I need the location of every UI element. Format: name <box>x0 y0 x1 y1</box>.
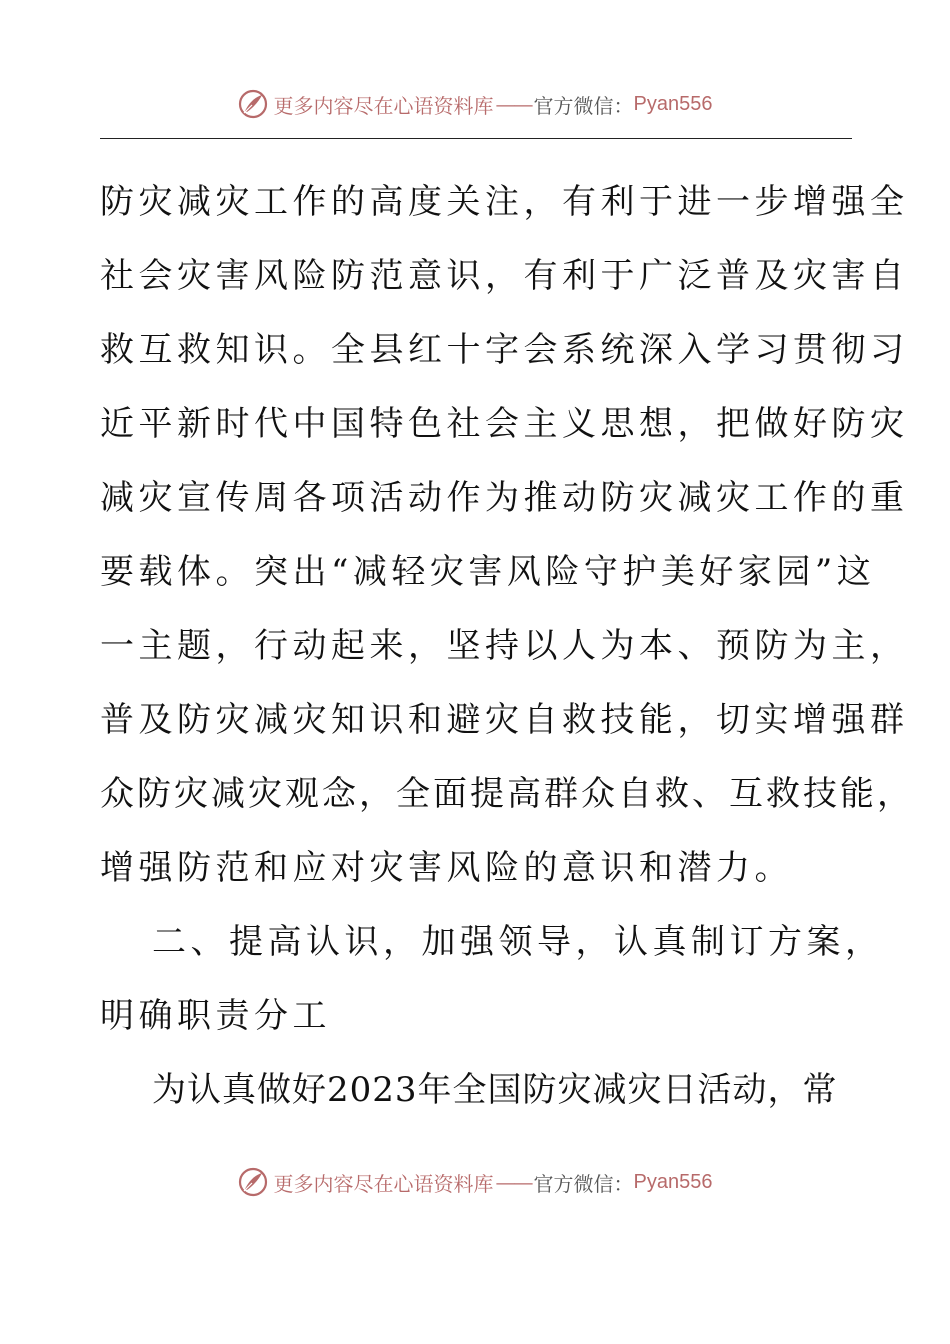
banner-separator: —— <box>495 1170 532 1194</box>
body-line: 要载体。突出“减轻灾害风险守护美好家园”这 <box>100 552 876 592</box>
body-line: 救互救知识。全县红十字会系统深入学习贯彻习 <box>100 330 909 370</box>
banner-wechat-id: Pyan556 <box>633 92 713 115</box>
body-line: 众防灾减灾观念，全面提高群众自救、互救技能， <box>100 774 914 814</box>
body-line: 减灾宣传周各项活动作为推动防灾减灾工作的重 <box>100 478 909 518</box>
section-heading-continued: 明确职责分工 <box>100 996 331 1036</box>
banner-wechat-label: 官方微信： <box>533 1171 634 1196</box>
body-line: 一主题，行动起来，坚持以人为本、预防为主， <box>100 626 909 666</box>
document-body <box>100 165 914 1127</box>
banner-tagline: 更多内容尽在心语资料库 <box>273 1171 494 1196</box>
body-line: 社会灾害风险防范意识，有利于广泛普及灾害自 <box>100 256 909 296</box>
body-line: 近平新时代中国特色社会主义思想，把做好防灾 <box>100 404 909 444</box>
footer-banner <box>0 1162 950 1202</box>
body-line: 普及防灾减灾知识和避灾自救技能，切实增强群 <box>100 700 909 740</box>
banner-wechat-id: Pyan556 <box>633 1170 713 1193</box>
quill-feather-logo-icon <box>238 1167 268 1197</box>
body-line: 防灾减灾工作的高度关注，有利于进一步增强全 <box>100 182 909 222</box>
quill-feather-logo-icon <box>238 89 268 119</box>
section-heading: 二、提高认识，加强领导，认真制订方案， <box>152 922 884 962</box>
header-divider <box>100 138 852 139</box>
body-line: 为认真做好2023年全国防灾减灾日活动，常 <box>152 1070 838 1110</box>
body-line: 增强防范和应对灾害风险的意识和潜力。 <box>100 848 793 888</box>
banner-separator: —— <box>495 92 532 116</box>
banner-wechat-label: 官方微信： <box>533 93 634 118</box>
header-banner <box>0 84 950 124</box>
banner-tagline: 更多内容尽在心语资料库 <box>273 93 494 118</box>
